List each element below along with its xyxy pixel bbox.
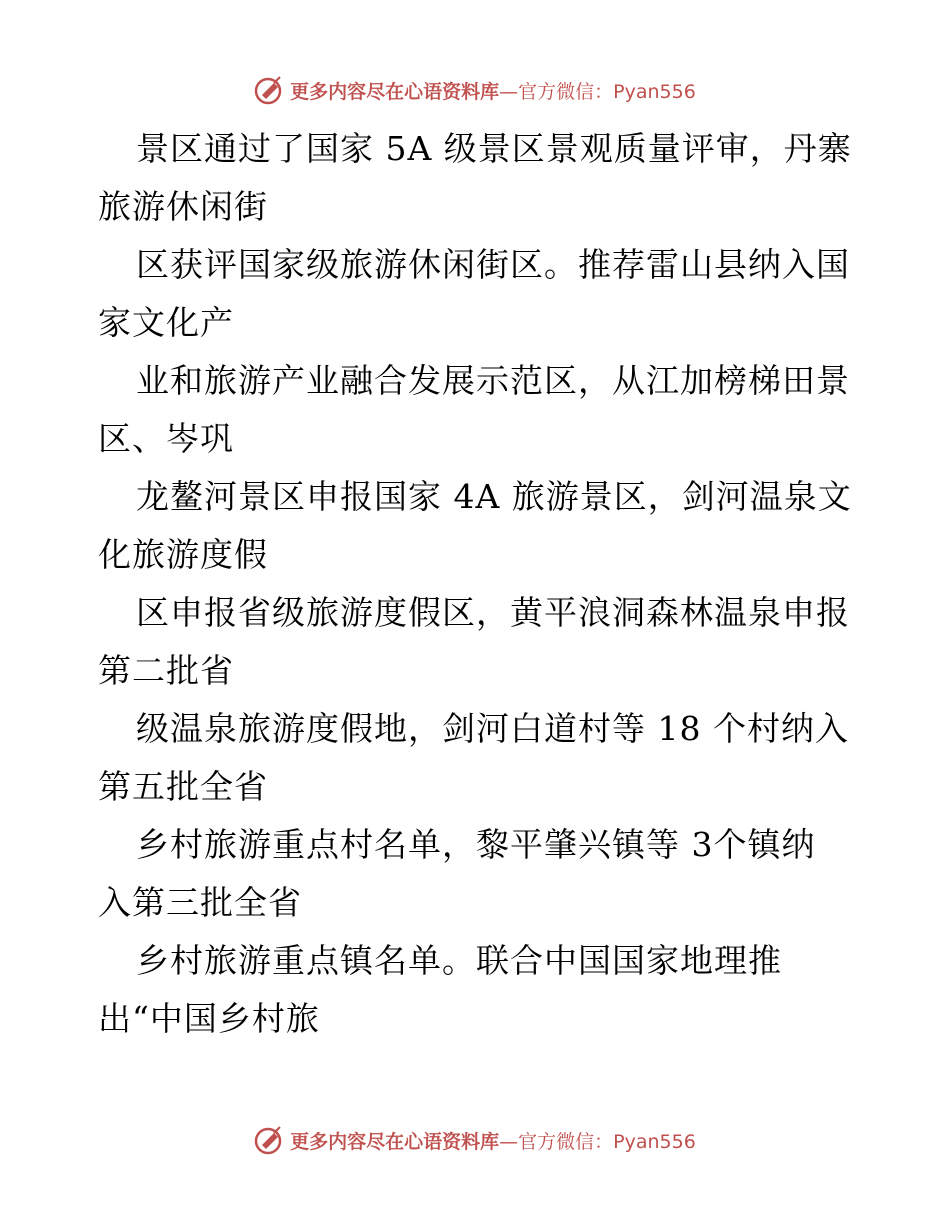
paragraph-8 <box>98 932 858 1048</box>
document-body <box>98 120 858 1048</box>
paragraph-line: 乡村旅游重点村名单，黎平肇兴镇等 3个镇纳 <box>136 825 816 864</box>
header-banner <box>0 70 950 110</box>
pen-seal-logo-icon <box>254 75 284 105</box>
paragraph-line: 出“中国乡村旅 <box>98 999 320 1038</box>
footer-suffix: 官方微信：Pyan556 <box>518 1130 696 1153</box>
footer-separator: — <box>499 1130 519 1153</box>
pen-seal-logo-icon <box>254 1125 284 1155</box>
paragraph-line: 家文化产 <box>98 303 234 342</box>
paragraph-line: 业和旅游产业融合发展示范区，从江加榜梯田景 <box>136 361 850 400</box>
paragraph-line: 第二批省 <box>98 651 234 690</box>
paragraph-5 <box>98 584 858 700</box>
header-separator: — <box>499 80 519 103</box>
paragraph-line: 区获评国家级旅游休闲街区。推荐雷山县纳入国 <box>136 245 850 284</box>
paragraph-2 <box>98 236 858 352</box>
header-suffix: 官方微信：Pyan556 <box>518 80 696 103</box>
paragraph-3 <box>98 352 858 468</box>
footer-title: 更多内容尽在心语资料库 <box>290 1130 500 1153</box>
paragraph-line: 区、岑巩 <box>98 419 234 458</box>
paragraph-line: 区申报省级旅游度假区，黄平浪洞森林温泉申报 <box>136 593 850 632</box>
paragraph-line: 第五批全省 <box>98 767 268 806</box>
paragraph-line: 入第三批全省 <box>98 883 302 922</box>
header-text <box>290 77 696 104</box>
paragraph-line: 乡村旅游重点镇名单。联合中国国家地理推 <box>136 941 782 980</box>
paragraph-line: 景区通过了国家 5A 级景区景观质量评审，丹寨 <box>136 129 852 168</box>
paragraph-6 <box>98 700 858 816</box>
paragraph-line: 化旅游度假 <box>98 535 268 574</box>
paragraph-4 <box>98 468 858 584</box>
header-title: 更多内容尽在心语资料库 <box>290 80 500 103</box>
paragraph-7 <box>98 816 858 932</box>
footer-text <box>290 1127 696 1154</box>
paragraph-line: 级温泉旅游度假地，剑河白道村等 18 个村纳入 <box>136 709 849 748</box>
paragraph-line: 旅游休闲街 <box>98 187 268 226</box>
footer-banner <box>0 1120 950 1160</box>
paragraph-line: 龙鳌河景区申报国家 4A 旅游景区，剑河温泉文 <box>136 477 852 516</box>
paragraph-1 <box>98 120 858 236</box>
